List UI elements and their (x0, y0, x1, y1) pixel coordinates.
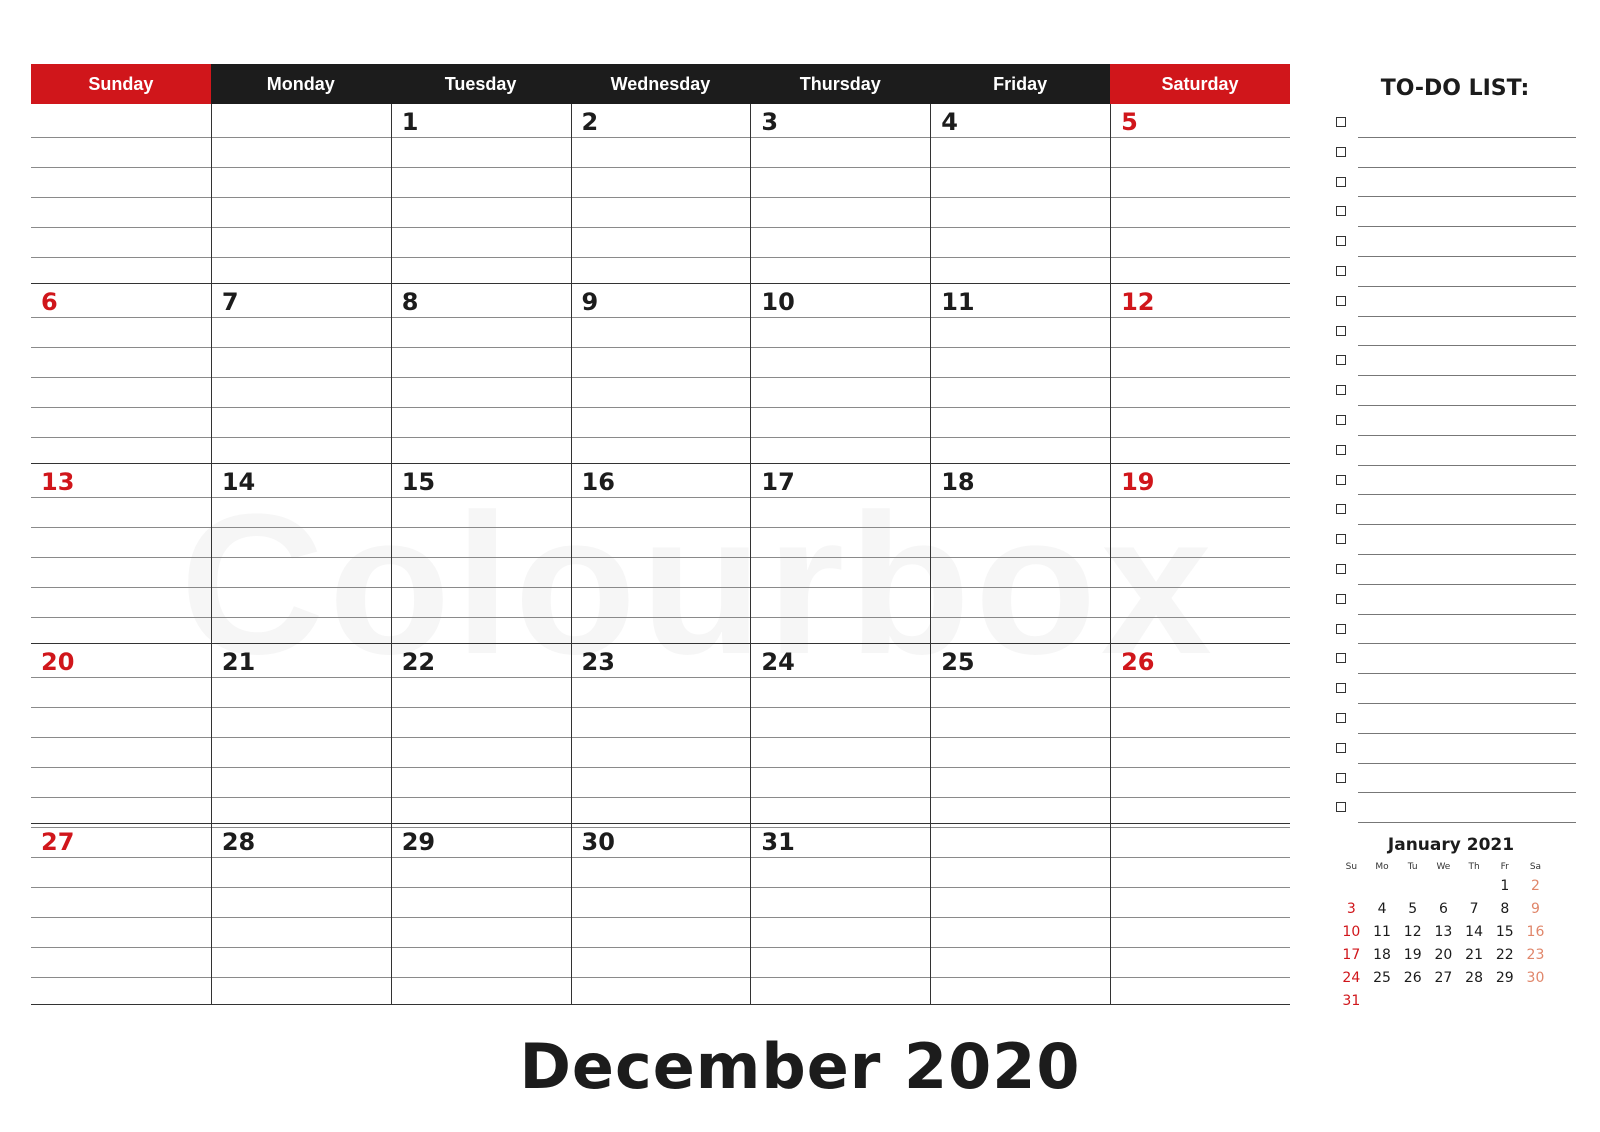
mini-weekday: Mo (1375, 862, 1389, 872)
mini-day: 19 (1403, 947, 1422, 963)
todo-checkbox[interactable] (1336, 236, 1346, 246)
day-cell[interactable] (1110, 464, 1290, 643)
day-title-line (79, 677, 211, 678)
mini-day: 25 (1373, 970, 1391, 986)
day-title-line (979, 317, 1110, 318)
todo-item (1330, 466, 1570, 496)
day-title-line (79, 317, 211, 318)
day-number: 6 (41, 288, 58, 316)
weekday-header-sunday: Sunday (31, 64, 211, 104)
day-title-line (260, 317, 391, 318)
todo-checkbox[interactable] (1336, 177, 1346, 187)
mini-day: 23 (1526, 947, 1545, 963)
mini-day: 14 (1465, 924, 1483, 940)
todo-checkbox[interactable] (1336, 743, 1346, 753)
mini-day: 3 (1346, 901, 1356, 917)
day-cell[interactable] (930, 824, 1110, 1004)
mini-weekday: We (1436, 862, 1451, 872)
day-cell[interactable] (1110, 824, 1290, 1004)
mini-calendar-title: January 2021 (1387, 835, 1515, 855)
todo-checkbox[interactable] (1336, 564, 1346, 574)
mini-day: 16 (1526, 924, 1545, 940)
day-number: 18 (941, 468, 975, 496)
month-title: December 2020 (519, 1030, 1081, 1103)
todo-item (1330, 436, 1570, 466)
mini-day: 2 (1531, 878, 1540, 894)
todo-checkbox[interactable] (1336, 624, 1346, 634)
day-number: 24 (761, 648, 795, 676)
day-title-line (799, 497, 930, 498)
day-number: 27 (41, 828, 75, 856)
todo-item (1330, 406, 1570, 436)
day-number: 16 (581, 468, 615, 496)
mini-day: 22 (1495, 947, 1514, 963)
day-title-line (620, 677, 751, 678)
mini-week-row (1336, 944, 1566, 967)
day-title-line (440, 137, 571, 138)
day-cell[interactable] (31, 824, 211, 1004)
day-cell[interactable] (211, 284, 391, 463)
weekday-header-thursday: Thursday (750, 64, 930, 104)
day-cell[interactable] (750, 464, 930, 643)
day-title-line (440, 857, 571, 858)
day-cell[interactable] (571, 284, 751, 463)
mini-day: 15 (1495, 924, 1514, 940)
day-title-line (979, 497, 1110, 498)
weekday-header-row (31, 64, 1290, 104)
todo-item (1330, 376, 1570, 406)
todo-item (1330, 793, 1570, 823)
day-number: 17 (761, 468, 795, 496)
mini-day: 28 (1465, 970, 1483, 986)
todo-checkbox[interactable] (1336, 296, 1346, 306)
mini-day: 11 (1373, 924, 1391, 940)
mini-day (1336, 875, 1367, 898)
todo-item (1330, 704, 1570, 734)
todo-checkbox[interactable] (1336, 683, 1346, 693)
calendar-week-row (31, 284, 1290, 464)
day-cell[interactable] (391, 284, 571, 463)
todo-checkbox[interactable] (1336, 445, 1346, 455)
calendar-week-row (31, 104, 1290, 284)
day-number: 20 (41, 648, 75, 676)
mini-day (1397, 990, 1428, 1013)
todo-item (1330, 525, 1570, 555)
day-number: 10 (761, 288, 795, 316)
todo-checkbox[interactable] (1336, 385, 1346, 395)
day-title-line (440, 317, 571, 318)
weekday-header-monday: Monday (211, 64, 391, 104)
todo-checkbox[interactable] (1336, 206, 1346, 216)
day-number: 2 (581, 108, 599, 136)
mini-day: 8 (1500, 901, 1510, 917)
day-number: 9 (581, 288, 599, 316)
todo-item (1330, 734, 1570, 764)
mini-day (1397, 875, 1428, 898)
todo-checkbox[interactable] (1336, 773, 1346, 783)
day-cell[interactable] (31, 644, 211, 823)
day-title-line (979, 677, 1110, 678)
day-title-line (799, 677, 930, 678)
mini-week-row (1336, 990, 1566, 1013)
todo-item (1330, 764, 1570, 794)
mini-day: 27 (1434, 970, 1453, 986)
todo-line[interactable] (1358, 822, 1576, 823)
todo-items (1330, 108, 1570, 823)
mini-day: 31 (1342, 993, 1361, 1009)
day-number: 15 (401, 468, 436, 496)
mini-weekday: Fr (1500, 862, 1509, 872)
todo-checkbox[interactable] (1336, 594, 1346, 604)
day-title-line (440, 497, 571, 498)
todo-checkbox[interactable] (1336, 147, 1346, 157)
mini-day: 17 (1342, 947, 1361, 963)
day-number: 4 (941, 108, 958, 136)
todo-checkbox[interactable] (1336, 534, 1346, 544)
day-number: 13 (41, 468, 75, 496)
day-title-line (1159, 497, 1290, 498)
mini-day: 29 (1495, 970, 1514, 986)
mini-day (1428, 990, 1459, 1013)
day-number: 28 (221, 828, 256, 856)
mini-weekday: Th (1468, 862, 1480, 872)
todo-item (1330, 615, 1570, 645)
todo-item (1330, 644, 1570, 674)
todo-checkbox[interactable] (1336, 415, 1346, 425)
day-cell[interactable] (571, 104, 751, 283)
todo-item (1330, 197, 1570, 227)
mini-day (1520, 990, 1551, 1013)
mini-week-row (1336, 921, 1566, 944)
todo-item (1330, 346, 1570, 376)
todo-item (1330, 495, 1570, 525)
mini-day: 10 (1342, 924, 1361, 940)
mini-week-row (1336, 898, 1566, 921)
day-cell[interactable] (750, 104, 930, 283)
day-title-line (1159, 137, 1290, 138)
mini-day: 1 (1500, 878, 1510, 894)
day-number: 21 (221, 648, 256, 676)
day-number: 31 (761, 828, 795, 856)
todo-list (1330, 70, 1570, 823)
day-title-line (1159, 317, 1290, 318)
mini-day (1459, 875, 1490, 898)
day-cell[interactable] (750, 284, 930, 463)
day-cell[interactable] (930, 644, 1110, 823)
day-cell[interactable] (930, 464, 1110, 643)
todo-checkbox[interactable] (1336, 117, 1346, 127)
day-number: 11 (941, 288, 975, 316)
mini-day (1367, 875, 1398, 898)
mini-day (1489, 990, 1520, 1013)
todo-checkbox[interactable] (1336, 326, 1346, 336)
day-title-line (260, 677, 391, 678)
mini-day: 18 (1373, 947, 1391, 963)
todo-item (1330, 227, 1570, 257)
calendar-week-row (31, 464, 1290, 644)
day-title-line (799, 857, 930, 858)
mini-day: 30 (1526, 970, 1545, 986)
mini-day: 26 (1403, 970, 1422, 986)
todo-checkbox[interactable] (1336, 802, 1346, 812)
day-number: 8 (401, 288, 419, 316)
day-cell[interactable] (211, 824, 391, 1004)
day-number: 26 (1121, 648, 1155, 676)
mini-day (1428, 875, 1459, 898)
day-number: 22 (401, 648, 436, 676)
day-title-line (979, 137, 1110, 138)
day-cell[interactable] (1110, 284, 1290, 463)
day-cell[interactable] (31, 104, 211, 283)
day-cell[interactable] (391, 464, 571, 643)
day-number: 25 (941, 648, 975, 676)
mini-day: 12 (1403, 924, 1422, 940)
todo-item (1330, 317, 1570, 347)
mini-day: 7 (1469, 901, 1479, 917)
todo-checkbox[interactable] (1336, 653, 1346, 663)
calendar-grid (31, 104, 1290, 1005)
day-number: 5 (1121, 108, 1138, 136)
day-title-line (799, 137, 930, 138)
mini-day: 24 (1342, 970, 1361, 986)
todo-checkbox[interactable] (1336, 475, 1346, 485)
mini-day: 5 (1408, 901, 1418, 917)
day-cell[interactable] (1110, 644, 1290, 823)
mini-day: 20 (1434, 947, 1453, 963)
mini-calendar (1336, 835, 1566, 1013)
todo-checkbox[interactable] (1336, 504, 1346, 514)
todo-item (1330, 287, 1570, 317)
day-cell[interactable] (391, 644, 571, 823)
day-cell[interactable] (31, 464, 211, 643)
day-number: 23 (581, 648, 615, 676)
day-title-line (620, 317, 751, 318)
mini-weekday: Su (1345, 862, 1358, 872)
day-cell[interactable] (211, 104, 391, 283)
weekday-header-friday: Friday (930, 64, 1110, 104)
day-title-line (620, 497, 751, 498)
day-title-line (260, 497, 391, 498)
day-title-line (440, 677, 571, 678)
day-number: 29 (401, 828, 436, 856)
weekday-header-saturday: Saturday (1110, 64, 1290, 104)
day-cell[interactable] (571, 464, 751, 643)
day-number: 19 (1121, 468, 1155, 496)
mini-day: 21 (1465, 947, 1483, 963)
mini-day: 13 (1434, 924, 1453, 940)
todo-item (1330, 138, 1570, 168)
todo-item (1330, 108, 1570, 138)
day-cell[interactable] (211, 644, 391, 823)
day-cell[interactable] (571, 824, 751, 1004)
mini-weekday: Tu (1407, 862, 1418, 872)
day-number: 14 (221, 468, 256, 496)
day-cell[interactable] (391, 104, 571, 283)
todo-checkbox[interactable] (1336, 266, 1346, 276)
mini-week-row (1336, 875, 1566, 898)
todo-item (1330, 585, 1570, 615)
calendar-week-row (31, 824, 1290, 1004)
todo-item (1330, 168, 1570, 198)
day-cell[interactable] (750, 824, 930, 1004)
day-title-line (79, 857, 211, 858)
mini-calendar-body (1336, 859, 1566, 1013)
day-number: 12 (1121, 288, 1155, 316)
todo-item (1330, 674, 1570, 704)
mini-day: 9 (1531, 901, 1540, 917)
weekday-header-wednesday: Wednesday (571, 64, 751, 104)
month-calendar (31, 64, 1290, 1005)
todo-title: TO-DO LIST: (1380, 76, 1530, 101)
mini-weekday: Sa (1529, 862, 1542, 872)
day-title-line (1159, 677, 1290, 678)
day-number: 1 (401, 108, 419, 136)
day-cell[interactable] (1110, 104, 1290, 283)
todo-checkbox[interactable] (1336, 355, 1346, 365)
weekday-header-tuesday: Tuesday (391, 64, 571, 104)
day-cell[interactable] (31, 284, 211, 463)
mini-day: 6 (1438, 901, 1448, 917)
day-number: 7 (221, 288, 239, 316)
day-title-line (79, 497, 211, 498)
day-cell[interactable] (930, 284, 1110, 463)
day-cell[interactable] (571, 644, 751, 823)
day-number: 3 (761, 108, 779, 136)
day-title-line (799, 317, 930, 318)
day-cell[interactable] (750, 644, 930, 823)
mini-day: 4 (1377, 901, 1387, 917)
todo-checkbox[interactable] (1336, 713, 1346, 723)
day-cell[interactable] (211, 464, 391, 643)
todo-item (1330, 555, 1570, 585)
day-cell[interactable] (391, 824, 571, 1004)
day-title-line (260, 857, 391, 858)
mini-week-row (1336, 967, 1566, 990)
calendar-week-row (31, 644, 1290, 824)
day-title-line (620, 137, 751, 138)
mini-day (1459, 990, 1490, 1013)
todo-item (1330, 257, 1570, 287)
day-number: 30 (581, 828, 615, 856)
mini-weekday-row (1336, 859, 1566, 875)
day-title-line (620, 857, 751, 858)
day-cell[interactable] (930, 104, 1110, 283)
mini-day (1367, 990, 1398, 1013)
